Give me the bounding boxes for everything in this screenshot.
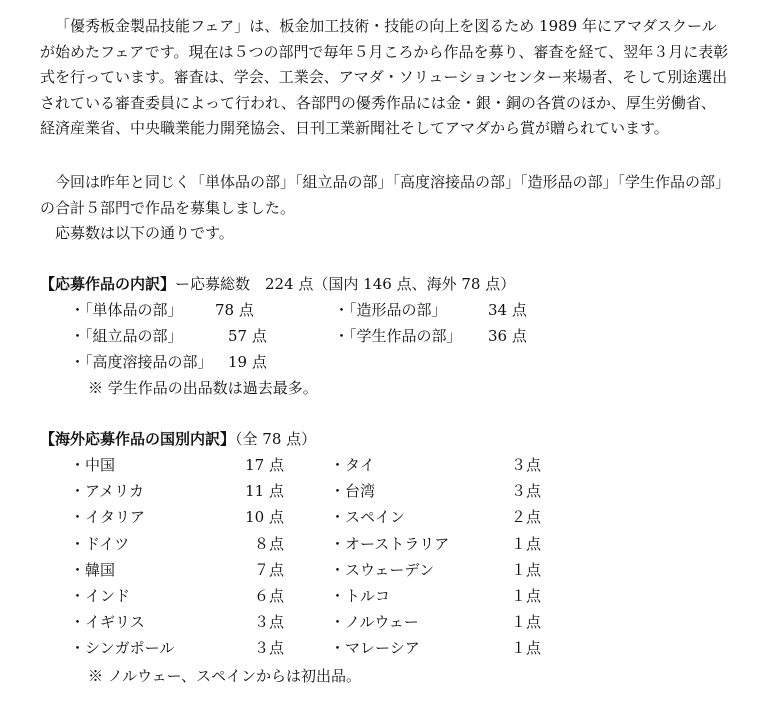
country-name: ・韓国 bbox=[70, 560, 116, 579]
overseas-heading bbox=[40, 428, 316, 449]
country-name: ・ノルウェー bbox=[330, 613, 419, 632]
country-name: ・トルコ bbox=[330, 587, 391, 605]
intro-paragraph-1: 「優秀板金製品技能フェア」は、板金加工技術・技能の向上を図るため 1989 年にアマダスクールが始めたフェアです。現在は５つの部門で毎年５月ころから作品を募り、審査を経て、翌年３月に表彰式を行っています。審査は、学会、工業会、アマダ・ソリューションセンター来場者、そして別途選出されている審査委員によって行われ、各部門の優秀作品には金・銀・銅の各賞のほか、厚生労働省、経済産業省、中央職業能力開発協会、日刊工業新聞社そしてアマダから賞が贈られています。 bbox=[40, 17, 729, 137]
country-count: ３点 bbox=[253, 613, 284, 632]
country-count: １点 bbox=[510, 639, 541, 658]
country-count: １点 bbox=[510, 534, 541, 553]
country-count: 17 点 bbox=[245, 456, 284, 474]
country-count: １点 bbox=[510, 613, 541, 632]
entries-note: ※ 学生作品の出品数は過去最多。 bbox=[88, 379, 318, 397]
country-count: １点 bbox=[510, 560, 541, 579]
country-name: ・スウェーデン bbox=[330, 560, 435, 579]
entries-heading bbox=[40, 273, 515, 294]
country-count: ６点 bbox=[253, 587, 284, 605]
entry-label: ・「組立品の部」 bbox=[70, 327, 183, 345]
country-name: ・インド bbox=[70, 587, 131, 605]
country-name: ・タイ bbox=[330, 456, 375, 474]
country-count: １点 bbox=[510, 587, 541, 605]
overseas-note: ※ ノルウェー、スペインからは初出品。 bbox=[88, 667, 361, 685]
country-name: ・台湾 bbox=[330, 482, 376, 501]
entry-value: 36 点 bbox=[488, 327, 527, 345]
intro-paragraph-2: 今回は昨年と同じく「単体品の部」「組立品の部」「高度溶接品の部」「造形品の部」「学生作品の部」の合計５部門で作品を募集しました。 bbox=[40, 173, 731, 217]
country-name: ・中国 bbox=[70, 456, 116, 474]
country-name: ・シンガポール bbox=[70, 639, 175, 658]
overseas-heading-total: （全 78 点） bbox=[235, 430, 317, 448]
country-name: ・スペイン bbox=[330, 508, 406, 527]
overseas-heading-title: 【海外応募作品の国別内訳】 bbox=[40, 430, 236, 448]
country-name: ・イタリア bbox=[70, 508, 146, 527]
country-count: ７点 bbox=[253, 560, 284, 579]
entries-heading-summary: ー応募総数 224 点（国内 146 点、海外 78 点） bbox=[175, 275, 516, 293]
country-count: ３点 bbox=[253, 639, 284, 658]
country-name: ・ドイツ bbox=[70, 534, 130, 553]
intro-paragraph-3: 応募数は以下の通りです。 bbox=[55, 224, 234, 242]
country-name: ・オーストラリア bbox=[330, 534, 450, 553]
entries-heading-title: 【応募作品の内訳】 bbox=[40, 275, 176, 293]
country-count: ８点 bbox=[253, 534, 284, 553]
country-count: ３点 bbox=[510, 456, 541, 474]
entry-label: ・「造形品の部」 bbox=[334, 301, 447, 319]
entry-value: 57 点 bbox=[228, 327, 267, 345]
entry-label: ・「学生作品の部」 bbox=[334, 327, 462, 345]
country-count: ２点 bbox=[510, 508, 541, 527]
country-count: 11 点 bbox=[245, 482, 284, 501]
entry-label: ・「高度溶接品の部」 bbox=[70, 353, 213, 371]
country-name: ・アメリカ bbox=[70, 482, 144, 501]
entry-label: ・「単体品の部」 bbox=[70, 301, 183, 319]
country-name: ・イギリス bbox=[70, 613, 145, 632]
entry-value: 19 点 bbox=[228, 353, 267, 371]
entry-value: 78 点 bbox=[215, 301, 254, 319]
entry-value: 34 点 bbox=[488, 301, 527, 319]
country-count: ３点 bbox=[510, 482, 541, 501]
country-count: 10 点 bbox=[245, 508, 284, 527]
country-name: ・マレーシア bbox=[330, 639, 420, 658]
